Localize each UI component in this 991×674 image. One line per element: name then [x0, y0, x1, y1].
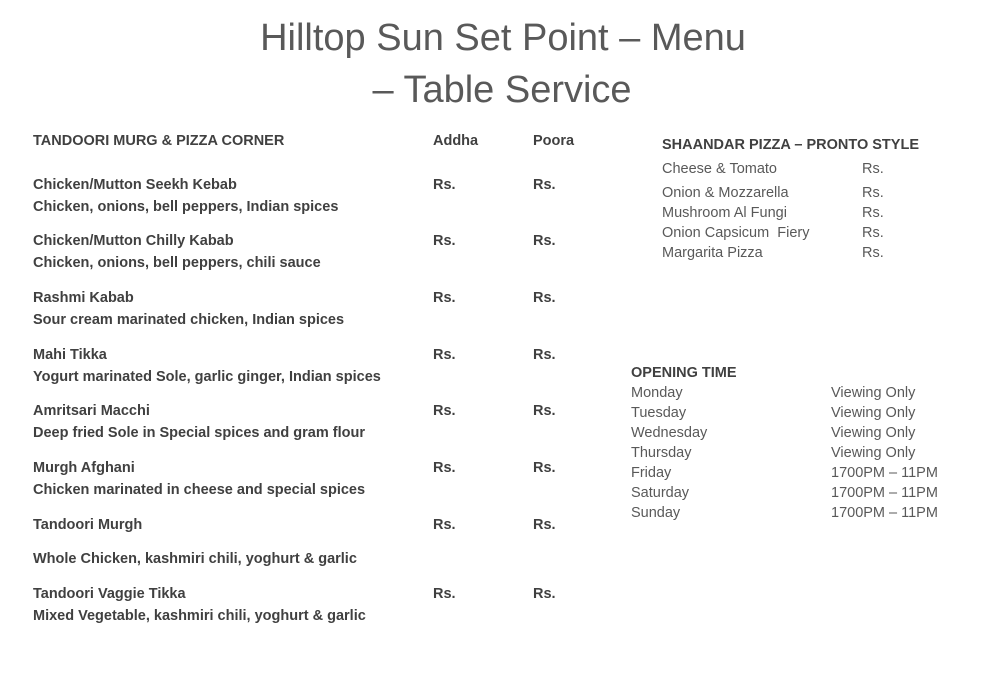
opening-hours: 1700PM – 11PM [831, 485, 938, 501]
menu-item-price-half: Rs. [433, 347, 456, 363]
menu-title-line-2: – Table Service [372, 69, 632, 111]
pizza-item-price: Rs. [862, 225, 884, 241]
opening-day: Saturday [631, 485, 690, 501]
opening-hours: 1700PM – 11PM [831, 505, 938, 521]
pizza-item-name: Onion & Mozzarella [662, 185, 789, 201]
opening-day: Tuesday [631, 405, 687, 421]
pizza-item-price: Rs. [862, 161, 884, 177]
opening-hours: Viewing Only [831, 445, 916, 461]
menu-item-price-half: Rs. [433, 177, 456, 193]
menu-item-price-half: Rs. [433, 403, 456, 419]
opening-hours: Viewing Only [831, 385, 916, 401]
menu-item-price-full: Rs. [533, 403, 556, 419]
menu-item-description: Mixed Vegetable, kashmiri chili, yoghurt & garlic [33, 608, 366, 624]
menu-item-name: Tandoori Vaggie Tikka [33, 586, 186, 602]
menu-item-price-full: Rs. [533, 177, 556, 193]
pizza-item-name: Mushroom Al Fungi [662, 205, 787, 221]
pizza-item-name: Cheese & Tomato [662, 161, 777, 177]
menu-item-name: Chicken/Mutton Chilly Kabab [33, 233, 234, 249]
pizza-item-price: Rs. [862, 185, 884, 201]
menu-item-name: Chicken/Mutton Seekh Kebab [33, 177, 237, 193]
pizza-item-name: Onion Capsicum Fiery [662, 225, 810, 241]
menu-item-price-half: Rs. [433, 517, 456, 533]
menu-item-name: Tandoori Murgh [33, 517, 143, 533]
pizza-item-price: Rs. [862, 245, 884, 261]
menu-item-price-full: Rs. [533, 347, 556, 363]
menu-item-description: Chicken marinated in cheese and special spices [33, 482, 366, 498]
menu-item-price-half: Rs. [433, 290, 456, 306]
menu-item-price-half: Rs. [433, 586, 456, 602]
menu-item-price-full: Rs. [533, 586, 556, 602]
opening-day: Monday [631, 385, 683, 401]
pizza-item-price: Rs. [862, 205, 884, 221]
menu-title-line-1: Hilltop Sun Set Point – Menu [260, 17, 746, 59]
menu-item-description: Whole Chicken, kashmiri chili, yoghurt & garlic [33, 551, 357, 567]
menu-item-name: Rashmi Kabab [33, 290, 134, 306]
opening-day: Thursday [631, 445, 692, 461]
menu-item-price-half: Rs. [433, 460, 456, 476]
opening-hours: 1700PM – 11PM [831, 465, 938, 481]
menu-item-price-full: Rs. [533, 517, 556, 533]
tandoori-heading: TANDOORI MURG & PIZZA CORNER [33, 133, 285, 149]
menu-item-description: Sour cream marinated chicken, Indian spices [33, 312, 345, 328]
pizza-heading: SHAANDAR PIZZA – PRONTO STYLE [662, 137, 919, 153]
opening-day: Wednesday [631, 425, 708, 441]
menu-item-description: Deep fried Sole in Special spices and gram flour [33, 425, 365, 441]
menu-item-name: Murgh Afghani [33, 460, 135, 476]
opening-day: Friday [631, 465, 672, 481]
opening-day: Sunday [631, 505, 681, 521]
menu-item-price-full: Rs. [533, 460, 556, 476]
menu-item-description: Chicken, onions, bell peppers, chili sauce [33, 255, 321, 271]
menu-item-name: Mahi Tikka [33, 347, 107, 363]
column-header-full: Poora [533, 133, 575, 149]
opening-time-heading: OPENING TIME [631, 365, 737, 381]
opening-hours: Viewing Only [831, 425, 916, 441]
menu-item-description: Chicken, onions, bell peppers, Indian spices [33, 199, 339, 215]
menu-item-price-half: Rs. [433, 233, 456, 249]
menu-item-name: Amritsari Macchi [33, 403, 150, 419]
column-header-half: Addha [433, 133, 479, 149]
menu-item-price-full: Rs. [533, 290, 556, 306]
menu-item-price-full: Rs. [533, 233, 556, 249]
opening-hours: Viewing Only [831, 405, 916, 421]
pizza-item-name: Margarita Pizza [662, 245, 763, 261]
menu-item-description: Yogurt marinated Sole, garlic ginger, Indian spices [33, 369, 381, 385]
